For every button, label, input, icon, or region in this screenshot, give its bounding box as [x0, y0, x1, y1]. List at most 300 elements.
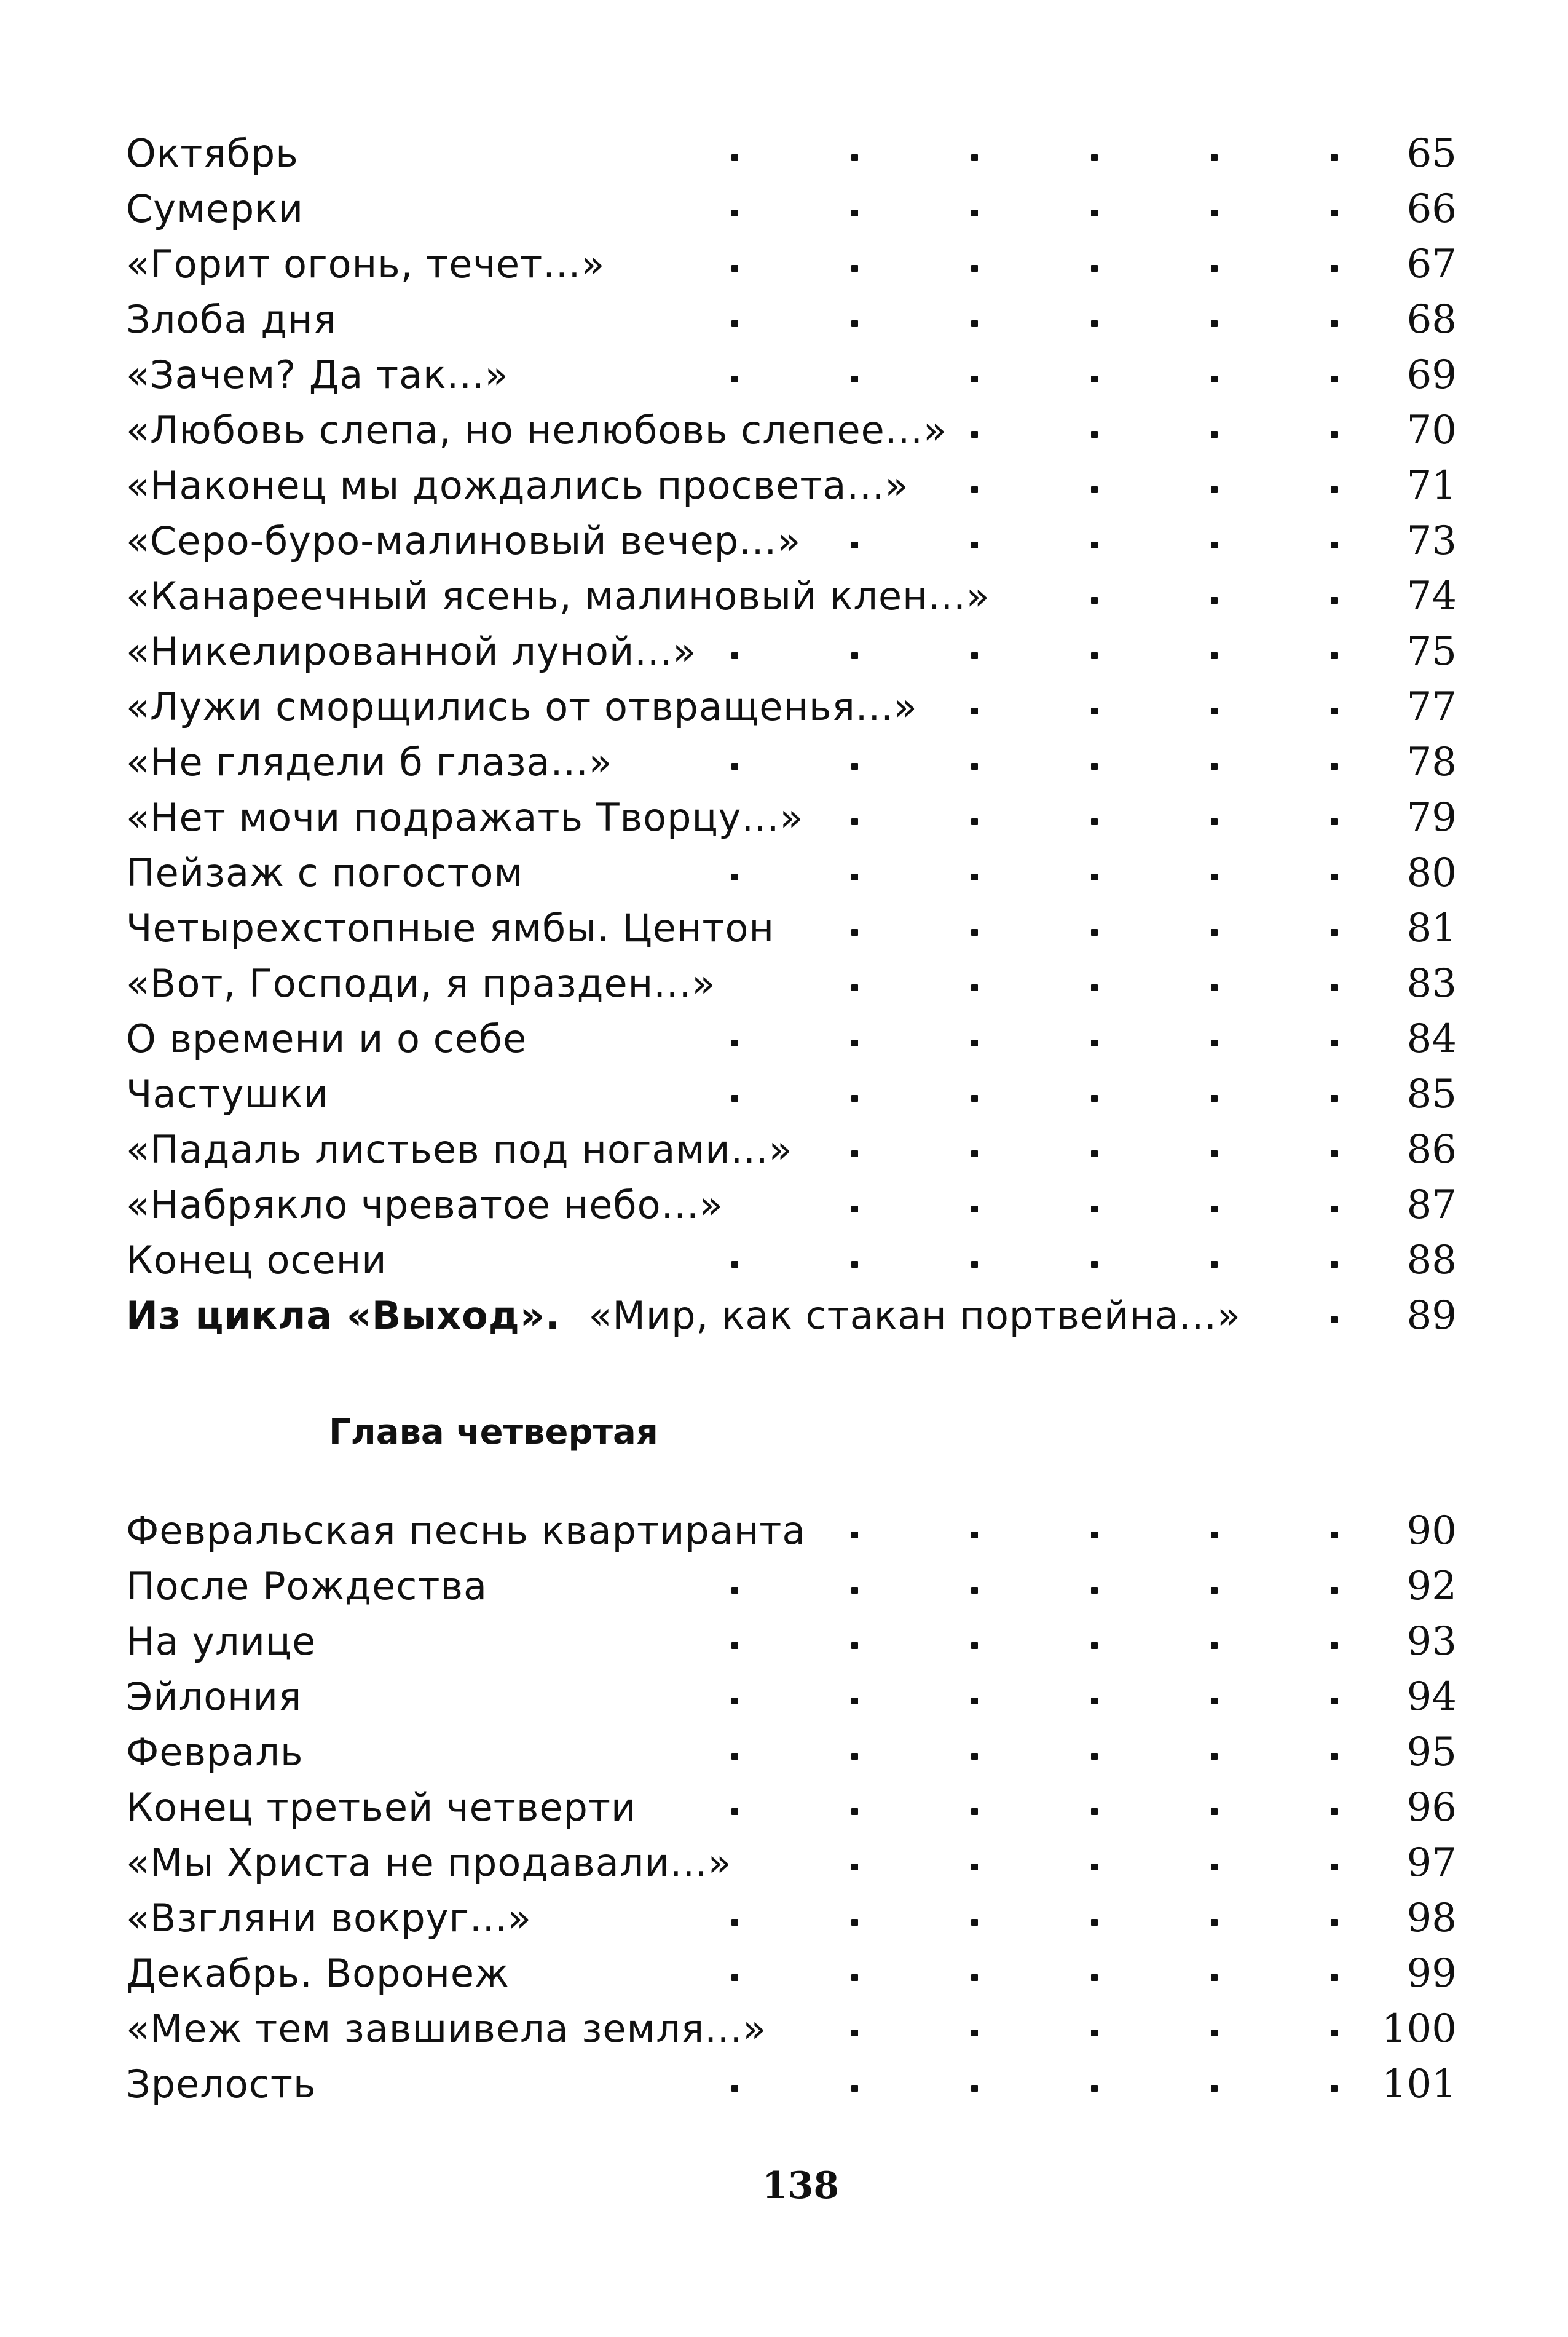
toc-entry-title [126, 1503, 811, 1559]
leader-dot [971, 1095, 978, 1102]
leader-dot [851, 2030, 858, 2036]
toc-entry [126, 181, 1457, 237]
toc-entry-page: 67 [1365, 237, 1457, 292]
toc-entry-page: 74 [1365, 569, 1457, 624]
leader-dot [971, 1864, 978, 1870]
toc-entry-title [126, 1011, 532, 1067]
toc-entry-title [126, 1122, 798, 1177]
toc-entry-page: 68 [1365, 292, 1457, 347]
leader-dot [1091, 2030, 1098, 2036]
leader-dot [1331, 1150, 1338, 1157]
toc-entry [126, 1669, 1457, 1725]
leader-dot [1091, 542, 1098, 548]
toc-entry [126, 1067, 1457, 1122]
toc-entry [126, 1177, 1457, 1233]
toc-entry-text: Февральская песнь квартиранта [126, 1508, 806, 1553]
leader-dot [971, 1974, 978, 1981]
toc-entry-text: Февраль [126, 1730, 304, 1774]
toc-entry-text: «Мир, как стакан портвейна...» [588, 1293, 1241, 1338]
toc-entry-title [126, 1891, 537, 1946]
toc-entry-page: 81 [1365, 901, 1457, 956]
toc-entry-page: 66 [1365, 181, 1457, 237]
toc-entry-title [126, 181, 309, 237]
leader-dot [1091, 1040, 1098, 1046]
leader-dot [1211, 597, 1218, 604]
page-number-folio: 138 [762, 2164, 840, 2207]
toc-entry-page: 86 [1365, 1122, 1457, 1177]
leader-dot [1091, 1974, 1098, 1981]
toc-entry [126, 2001, 1457, 2057]
toc-entry [126, 292, 1457, 347]
toc-entry-page: 75 [1365, 624, 1457, 679]
toc-entry-page: 71 [1365, 458, 1457, 513]
leader-dot [731, 265, 738, 272]
leader-dot [1091, 763, 1098, 770]
leader-dot [1211, 652, 1218, 659]
toc-entry-page: 97 [1365, 1835, 1457, 1891]
leader-dot [1331, 486, 1338, 493]
toc-entry [126, 845, 1457, 901]
toc-entry-page: 65 [1365, 126, 1457, 181]
leader-dot [851, 1808, 858, 1815]
toc-entry-page: 93 [1365, 1614, 1457, 1669]
toc-entry-title [126, 1835, 737, 1891]
toc-entry-title [126, 1780, 641, 1835]
toc-entry [126, 624, 1457, 679]
leader-dot [971, 431, 978, 438]
leader-dot [971, 1261, 978, 1268]
toc-entry-page: 94 [1365, 1669, 1457, 1725]
toc-entry-title [126, 1725, 309, 1780]
toc-entry-text: Октябрь [126, 131, 299, 176]
toc-entry-page: 90 [1365, 1503, 1457, 1559]
toc-entry-text: «Зачем? Да так...» [126, 352, 509, 397]
leader-dot [851, 1095, 858, 1102]
toc-entry-text: «Любовь слепа, но нелюбовь слепее...» [126, 408, 947, 453]
dot-leader [126, 1614, 1457, 1669]
leader-dot [1091, 1095, 1098, 1102]
leader-dot [731, 1753, 738, 1760]
toc-entry-text: Четырехстопные ямбы. Центон [126, 906, 774, 951]
toc-entry [126, 1725, 1457, 1780]
toc-entry-title [126, 237, 610, 292]
toc-entry-page: 95 [1365, 1725, 1457, 1780]
toc-entry-text: Конец третьей четверти [126, 1785, 637, 1830]
leader-dot [1331, 265, 1338, 272]
leader-dot [1211, 1808, 1218, 1815]
toc-entry [126, 1614, 1457, 1669]
toc-entry-text: «Наконец мы дождались просвета...» [126, 463, 909, 508]
leader-dot [1331, 1642, 1338, 1649]
leader-dot [971, 984, 978, 991]
toc-entry-title [126, 403, 952, 458]
leader-dot [851, 1864, 858, 1870]
toc-entry [126, 1780, 1457, 1835]
leader-dot [1211, 1698, 1218, 1704]
toc-entry-title [126, 1233, 392, 1288]
leader-dot [971, 763, 978, 770]
leader-dot [1211, 1532, 1218, 1538]
leader-dot [1331, 1587, 1338, 1594]
leader-dot [1331, 376, 1338, 382]
leader-dot [731, 376, 738, 382]
toc-entry-page: 80 [1365, 845, 1457, 901]
toc-entry-title [126, 1067, 334, 1122]
toc-entry [126, 403, 1457, 458]
leader-dot [1091, 1642, 1098, 1649]
leader-dot [1091, 708, 1098, 714]
toc-entry [126, 1122, 1457, 1177]
leader-dot [971, 376, 978, 382]
leader-dot [971, 1808, 978, 1815]
toc-entry [126, 237, 1457, 292]
toc-entry-text: «Вот, Господи, я празден...» [126, 961, 716, 1006]
toc-entry-page: 88 [1365, 1233, 1457, 1288]
leader-dot [851, 1587, 858, 1594]
leader-dot [851, 376, 858, 382]
leader-dot [1211, 431, 1218, 438]
leader-dot [731, 874, 738, 880]
toc-entry [126, 2057, 1457, 2112]
leader-dot [1211, 1261, 1218, 1268]
toc-entry-title [126, 1669, 307, 1725]
toc-entry-text: «Никелированной луной...» [126, 629, 697, 674]
toc-entry [126, 1011, 1457, 1067]
toc-entry-text: На улице [126, 1619, 317, 1664]
leader-dot [1331, 1864, 1338, 1870]
toc-entry-text: «Канареечный ясень, малиновый клен...» [126, 574, 990, 619]
leader-dot [731, 652, 738, 659]
toc-entry-title [126, 569, 995, 624]
leader-dot [1091, 154, 1098, 161]
leader-dot [851, 542, 858, 548]
toc-entry-page: 85 [1365, 1067, 1457, 1122]
leader-dot [1211, 1206, 1218, 1212]
leader-dot [1331, 1095, 1338, 1102]
toc-entry-text: «Падаль листьев под ногами...» [126, 1127, 793, 1172]
toc-entry-page: 73 [1365, 513, 1457, 569]
toc-entry-text: Сумерки [126, 186, 304, 231]
leader-dot [1091, 431, 1098, 438]
leader-dot [971, 2085, 978, 2092]
toc-entry-text: «Мы Христа не продавали...» [126, 1840, 732, 1885]
leader-dot [971, 1150, 978, 1157]
leader-dot [1211, 210, 1218, 216]
toc-entry-text: «Не глядели б глаза...» [126, 740, 613, 785]
toc-entry-text: Декабрь. Воронеж [126, 1951, 510, 1996]
leader-dot [731, 1808, 738, 1815]
leader-dot [1331, 2030, 1338, 2036]
leader-dot [1091, 597, 1098, 604]
leader-dot [971, 210, 978, 216]
toc-entry-page: 69 [1365, 347, 1457, 403]
leader-dot [731, 154, 738, 161]
leader-dot [1331, 874, 1338, 880]
leader-dot [1091, 376, 1098, 382]
toc-entry [126, 735, 1457, 790]
toc-entry-title [126, 1946, 514, 2001]
leader-dot [1091, 1261, 1098, 1268]
toc-entry-page: 70 [1365, 403, 1457, 458]
toc-entry-title [126, 679, 923, 735]
leader-dot [731, 2085, 738, 2092]
leader-dot [851, 1206, 858, 1212]
leader-dot [1331, 597, 1338, 604]
toc-entry-page: 83 [1365, 956, 1457, 1011]
toc-entry-text: «Лужи сморщились от отвращенья...» [126, 684, 918, 729]
leader-dot [851, 210, 858, 216]
leader-dot [851, 1532, 858, 1538]
leader-dot [851, 1919, 858, 1926]
toc-entry-text: «Горит огонь, течет...» [126, 242, 605, 287]
leader-dot [1091, 1532, 1098, 1538]
leader-dot [1211, 1095, 1218, 1102]
leader-dot [851, 763, 858, 770]
leader-dot [1091, 818, 1098, 825]
toc-entry [126, 513, 1457, 569]
toc-entry [126, 458, 1457, 513]
leader-dot [851, 984, 858, 991]
toc-entry [126, 1503, 1457, 1559]
toc-entry-page: 84 [1365, 1011, 1457, 1067]
toc-entry [126, 956, 1457, 1011]
toc-entry-page: 87 [1365, 1177, 1457, 1233]
leader-dot [851, 1150, 858, 1157]
toc-entry-text: Пейзаж с погостом [126, 850, 524, 895]
leader-dot [851, 1974, 858, 1981]
leader-dot [1091, 1206, 1098, 1212]
toc-entry-title [126, 1177, 728, 1233]
leader-dot [1211, 2085, 1218, 2092]
toc-entry-title [126, 790, 808, 845]
toc-entry-title [126, 956, 720, 1011]
toc-entry-text: Эйлония [126, 1674, 302, 1719]
leader-dot [1211, 1587, 1218, 1594]
leader-dot [1091, 652, 1098, 659]
leader-dot [851, 874, 858, 880]
leader-dot [1091, 1808, 1098, 1815]
dot-leader [126, 181, 1457, 237]
toc-entry-text: Конец осени [126, 1238, 387, 1283]
leader-dot [971, 542, 978, 548]
leader-dot [731, 1587, 738, 1594]
leader-dot [851, 265, 858, 272]
toc-entry-page: 77 [1365, 679, 1457, 735]
leader-dot [1091, 1698, 1098, 1704]
toc-entry-text: «Нет мочи подражать Творцу...» [126, 795, 804, 840]
leader-dot [1331, 708, 1338, 714]
leader-dot [1091, 874, 1098, 880]
leader-dot [731, 1919, 738, 1926]
toc-entry-text: «Меж тем завшивела земля...» [126, 2006, 767, 2051]
leader-dot [1331, 652, 1338, 659]
leader-dot [1331, 763, 1338, 770]
toc-entry [126, 790, 1457, 845]
leader-dot [1211, 2030, 1218, 2036]
toc-entry [126, 901, 1457, 956]
leader-dot [1091, 265, 1098, 272]
leader-dot [1091, 984, 1098, 991]
leader-dot [1091, 210, 1098, 216]
leader-dot [1331, 1040, 1338, 1046]
dot-leader [126, 2057, 1457, 2112]
leader-dot [1331, 1919, 1338, 1926]
leader-dot [851, 1753, 858, 1760]
toc-entry-title [126, 735, 618, 790]
toc-entry [126, 1946, 1457, 2001]
leader-dot [1211, 1753, 1218, 1760]
dot-leader [126, 126, 1457, 181]
leader-dot [971, 1753, 978, 1760]
leader-dot [1331, 431, 1338, 438]
toc-entry-title [126, 1559, 492, 1614]
leader-dot [731, 1974, 738, 1981]
toc-entry [126, 679, 1457, 735]
leader-dot [1211, 984, 1218, 991]
chapter-heading: Глава четвертая [329, 1412, 658, 1452]
leader-dot [971, 486, 978, 493]
leader-dot [731, 1261, 738, 1268]
leader-dot [1331, 818, 1338, 825]
leader-dot [1211, 1974, 1218, 1981]
leader-dot [731, 1698, 738, 1704]
leader-dot [1211, 874, 1218, 880]
leader-dot [971, 1206, 978, 1212]
toc-entry-title [126, 624, 701, 679]
leader-dot [1331, 320, 1338, 327]
toc-entry-page: 92 [1365, 1559, 1457, 1614]
toc-entry [126, 1835, 1457, 1891]
table-of-contents-part-2 [126, 1503, 1457, 2112]
leader-dot [971, 154, 978, 161]
leader-dot [971, 1642, 978, 1649]
toc-entry [126, 347, 1457, 403]
leader-dot [971, 708, 978, 714]
toc-entry-page: 79 [1365, 790, 1457, 845]
leader-dot [971, 1040, 978, 1046]
leader-dot [731, 1095, 738, 1102]
toc-entry [126, 126, 1457, 181]
leader-dot [1211, 1864, 1218, 1870]
leader-dot [851, 1698, 858, 1704]
toc-entry-title [126, 458, 914, 513]
leader-dot [1211, 818, 1218, 825]
toc-entry-text: После Рождества [126, 1564, 488, 1608]
toc-entry-page: 101 [1365, 2057, 1457, 2112]
leader-dot [1331, 1698, 1338, 1704]
leader-dot [1331, 1316, 1338, 1323]
toc-entry-page: 78 [1365, 735, 1457, 790]
leader-dot [1091, 1864, 1098, 1870]
leader-dot [971, 265, 978, 272]
leader-dot [731, 1642, 738, 1649]
leader-dot [971, 1919, 978, 1926]
toc-entry [126, 569, 1457, 624]
toc-entry-text: О времени и о себе [126, 1016, 527, 1061]
leader-dot [851, 2085, 858, 2092]
leader-dot [1211, 265, 1218, 272]
leader-dot [851, 1261, 858, 1268]
leader-dot [1091, 1587, 1098, 1594]
leader-dot [1211, 542, 1218, 548]
leader-dot [851, 652, 858, 659]
leader-dot [851, 818, 858, 825]
leader-dot [1331, 210, 1338, 216]
toc-entry-text: Злоба дня [126, 297, 337, 342]
leader-dot [971, 1698, 978, 1704]
toc-entry-title [126, 845, 528, 901]
leader-dot [851, 320, 858, 327]
toc-entry-text: Зрелость [126, 2062, 317, 2106]
leader-dot [1331, 2085, 1338, 2092]
toc-entry-page: 99 [1365, 1946, 1457, 2001]
toc-entry [126, 1288, 1457, 1343]
leader-dot [1211, 320, 1218, 327]
toc-entry-title [126, 126, 304, 181]
leader-dot [731, 1040, 738, 1046]
toc-entry-title [126, 513, 806, 569]
toc-entry-text: Частушки [126, 1072, 329, 1117]
leader-dot [971, 874, 978, 880]
leader-dot [1211, 376, 1218, 382]
toc-entry-title [126, 2057, 321, 2112]
leader-dot [1211, 486, 1218, 493]
toc-entry [126, 1559, 1457, 1614]
toc-entry-page: 89 [1365, 1288, 1457, 1343]
leader-dot [1331, 1808, 1338, 1815]
toc-entry-title [126, 2001, 771, 2057]
leader-dot [1211, 1919, 1218, 1926]
leader-dot [851, 929, 858, 936]
leader-dot [971, 818, 978, 825]
leader-dot [1091, 486, 1098, 493]
leader-dot [1091, 1753, 1098, 1760]
leader-dot [1331, 1974, 1338, 1981]
leader-dot [971, 320, 978, 327]
leader-dot [971, 652, 978, 659]
leader-dot [971, 1532, 978, 1538]
leader-dot [1331, 929, 1338, 936]
toc-entry [126, 1891, 1457, 1946]
leader-dot [1091, 2085, 1098, 2092]
leader-dot [971, 2030, 978, 2036]
toc-entry-page: 96 [1365, 1780, 1457, 1835]
leader-dot [1211, 1150, 1218, 1157]
leader-dot [1331, 1206, 1338, 1212]
leader-dot [1091, 1150, 1098, 1157]
leader-dot [731, 763, 738, 770]
leader-dot [1091, 1919, 1098, 1926]
toc-entry-text: «Взгляни вокруг...» [126, 1896, 532, 1940]
toc-entry-title [126, 1614, 321, 1669]
toc-entry-text: «Серо-буро-малиновый вечер...» [126, 518, 802, 563]
leader-dot [1331, 1532, 1338, 1538]
leader-dot [1211, 929, 1218, 936]
leader-dot [1331, 154, 1338, 161]
leader-dot [1091, 320, 1098, 327]
leader-dot [1211, 708, 1218, 714]
leader-dot [851, 1642, 858, 1649]
toc-entry-title [126, 347, 514, 403]
leader-dot [1211, 1040, 1218, 1046]
leader-dot [851, 154, 858, 161]
leader-dot [731, 210, 738, 216]
dot-leader [126, 1725, 1457, 1780]
toc-entry-title [126, 292, 342, 347]
toc-entry-title [126, 901, 779, 956]
leader-dot [1211, 154, 1218, 161]
table-of-contents-part-1 [126, 126, 1457, 1343]
